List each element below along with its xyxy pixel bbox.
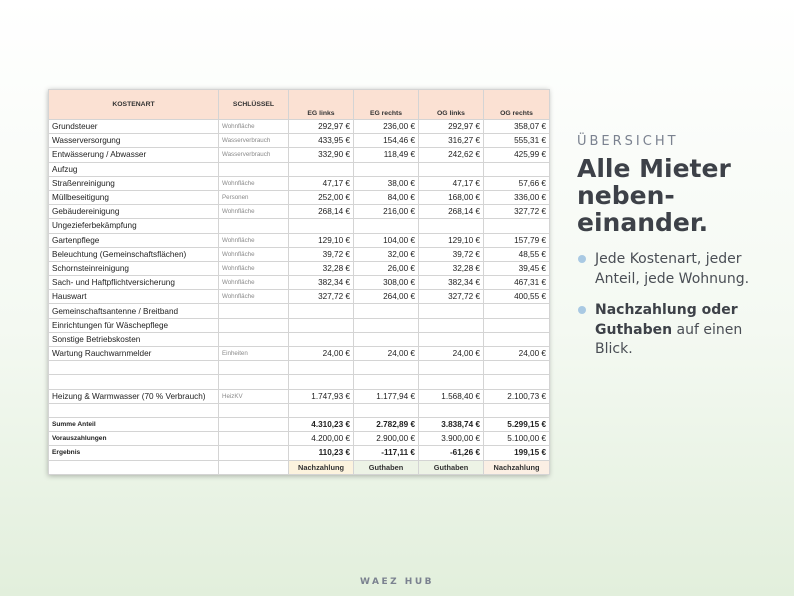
- cell-amount[interactable]: 2.900,00 €: [354, 432, 419, 446]
- cell-amount[interactable]: [354, 162, 419, 176]
- cell-kostenart[interactable]: Sonstige Betriebskosten: [49, 332, 219, 346]
- header-schluessel: SCHLÜSSEL: [219, 90, 289, 120]
- cell-amount[interactable]: [289, 361, 354, 375]
- headline-line: einander.: [577, 208, 709, 237]
- cell-amount[interactable]: 3.838,74 €: [419, 417, 484, 431]
- cell-schluessel[interactable]: Einheiten: [219, 347, 289, 361]
- cell-schluessel[interactable]: Wohnfläche: [219, 290, 289, 304]
- table-row: [49, 318, 550, 332]
- cell-amount[interactable]: [354, 375, 419, 389]
- cell-amount[interactable]: [289, 403, 354, 417]
- header-row: [49, 90, 550, 120]
- table-row: [49, 247, 550, 261]
- status-badge[interactable]: Nachzahlung: [289, 460, 354, 474]
- cell-empty[interactable]: [49, 460, 219, 474]
- cell-amount[interactable]: 199,15 €: [484, 446, 550, 460]
- cell-amount[interactable]: 57,66 €: [484, 176, 550, 190]
- table-row: [49, 233, 550, 247]
- cell-amount[interactable]: [289, 332, 354, 346]
- cell-amount[interactable]: 292,97 €: [289, 120, 354, 134]
- cell-amount[interactable]: 216,00 €: [354, 205, 419, 219]
- cell-amount[interactable]: 47,17 €: [419, 176, 484, 190]
- cell-kostenart[interactable]: Entwässerung / Abwasser: [49, 148, 219, 162]
- cell-amount[interactable]: 3.900,00 €: [419, 432, 484, 446]
- cell-kostenart[interactable]: [49, 375, 219, 389]
- cell-kostenart[interactable]: Gartenpflege: [49, 233, 219, 247]
- cell-amount[interactable]: 157,79 €: [484, 233, 550, 247]
- cell-amount[interactable]: 48,55 €: [484, 247, 550, 261]
- cell-kostenart[interactable]: Wartung Rauchwarnmelder: [49, 347, 219, 361]
- cell-schluessel[interactable]: Personen: [219, 190, 289, 204]
- cell-amount[interactable]: [354, 304, 419, 318]
- cell-amount[interactable]: 5.299,15 €: [484, 417, 550, 431]
- cell-amount[interactable]: 4.200,00 €: [289, 432, 354, 446]
- cell-amount[interactable]: [354, 219, 419, 233]
- table-row: [49, 375, 550, 389]
- cell-amount[interactable]: 332,90 €: [289, 148, 354, 162]
- cell-schluessel[interactable]: [219, 219, 289, 233]
- cell-amount[interactable]: 104,00 €: [354, 233, 419, 247]
- headline-line: Alle Mieter: [577, 154, 731, 183]
- cell-schluessel[interactable]: Wohnfläche: [219, 247, 289, 261]
- cell-amount[interactable]: 24,00 €: [289, 347, 354, 361]
- summary-row: [49, 417, 550, 431]
- cell-amount[interactable]: 358,07 €: [484, 120, 550, 134]
- cell-kostenart[interactable]: Straßenreinigung: [49, 176, 219, 190]
- cell-amount[interactable]: 236,00 €: [354, 120, 419, 134]
- table-row: [49, 403, 550, 417]
- table-row: [49, 290, 550, 304]
- cell-amount[interactable]: [484, 318, 550, 332]
- cell-amount[interactable]: 129,10 €: [289, 233, 354, 247]
- cell-amount[interactable]: 129,10 €: [419, 233, 484, 247]
- summary-row: [49, 432, 550, 446]
- cell-amount[interactable]: [289, 162, 354, 176]
- cell-amount[interactable]: [484, 332, 550, 346]
- cell-schluessel[interactable]: [219, 332, 289, 346]
- cell-amount[interactable]: 38,00 €: [354, 176, 419, 190]
- table-row: [49, 205, 550, 219]
- cell-amount[interactable]: 110,23 €: [289, 446, 354, 460]
- cell-amount[interactable]: 154,46 €: [354, 134, 419, 148]
- cell-amount[interactable]: [289, 219, 354, 233]
- cell-amount[interactable]: [419, 219, 484, 233]
- cell-schluessel[interactable]: [219, 162, 289, 176]
- cell-amount[interactable]: [419, 375, 484, 389]
- bullet-dot-icon: [578, 255, 586, 263]
- header-og-links: OG links: [419, 90, 484, 120]
- table-row: [49, 389, 550, 403]
- cell-amount[interactable]: 400,55 €: [484, 290, 550, 304]
- cell-summary-label[interactable]: Ergebnis: [49, 446, 219, 460]
- cell-amount[interactable]: 433,95 €: [289, 134, 354, 148]
- cell-amount[interactable]: 2.100,73 €: [484, 389, 550, 403]
- cell-amount[interactable]: 292,97 €: [419, 120, 484, 134]
- cell-amount[interactable]: 5.100,00 €: [484, 432, 550, 446]
- cell-kostenart[interactable]: Gebäudereinigung: [49, 205, 219, 219]
- table-row: [49, 276, 550, 290]
- cell-amount[interactable]: 39,45 €: [484, 261, 550, 275]
- cell-amount[interactable]: [419, 403, 484, 417]
- cell-amount[interactable]: 425,99 €: [484, 148, 550, 162]
- cell-amount[interactable]: -61,26 €: [419, 446, 484, 460]
- cell-amount[interactable]: 47,17 €: [289, 176, 354, 190]
- status-row: [49, 460, 550, 474]
- cell-summary-label[interactable]: Vorauszahlungen: [49, 432, 219, 446]
- cell-schluessel[interactable]: Wohnfläche: [219, 261, 289, 275]
- cell-amount[interactable]: [419, 332, 484, 346]
- eyebrow-label: ÜBERSICHT: [577, 134, 679, 149]
- spreadsheet: [48, 89, 549, 475]
- cell-amount[interactable]: 316,27 €: [419, 134, 484, 148]
- table-row: [49, 332, 550, 346]
- cell-kostenart[interactable]: Ungezieferbekämpfung: [49, 219, 219, 233]
- cell-kostenart[interactable]: Gemeinschaftsantenne / Breitband: [49, 304, 219, 318]
- table-row: [49, 347, 550, 361]
- cell-amount[interactable]: 2.782,89 €: [354, 417, 419, 431]
- table-row: [49, 148, 550, 162]
- cell-summary-label[interactable]: Summe Anteil: [49, 417, 219, 431]
- footer-brand: WAEZ HUB: [360, 577, 434, 587]
- cell-schluessel[interactable]: [219, 417, 289, 431]
- cell-amount[interactable]: [354, 318, 419, 332]
- cell-amount[interactable]: [419, 318, 484, 332]
- cell-amount[interactable]: [484, 375, 550, 389]
- cell-amount[interactable]: 118,49 €: [354, 148, 419, 162]
- cell-amount[interactable]: [289, 375, 354, 389]
- cell-kostenart[interactable]: Schornsteinreinigung: [49, 261, 219, 275]
- cell-amount[interactable]: [484, 403, 550, 417]
- cell-amount[interactable]: [484, 162, 550, 176]
- cell-amount[interactable]: [484, 361, 550, 375]
- status-badge[interactable]: Guthaben: [419, 460, 484, 474]
- cell-amount[interactable]: 467,31 €: [484, 276, 550, 290]
- table-row: [49, 176, 550, 190]
- cell-kostenart[interactable]: Sach- und Haftpflichtversicherung: [49, 276, 219, 290]
- summary-row: [49, 446, 550, 460]
- cell-amount[interactable]: 168,00 €: [419, 190, 484, 204]
- bullet-text: Jede Kostenart, jeder Anteil, jede Wohnung.: [595, 251, 750, 287]
- bullet-bold: Nachzahlung oder Guthaben: [595, 302, 738, 338]
- cost-table: [48, 89, 550, 475]
- cell-amount[interactable]: 24,00 €: [419, 347, 484, 361]
- cell-amount[interactable]: [419, 361, 484, 375]
- cell-amount[interactable]: 327,72 €: [484, 205, 550, 219]
- cell-amount[interactable]: [354, 332, 419, 346]
- cell-schluessel[interactable]: [219, 446, 289, 460]
- bullet-text: auf einen Blick.: [595, 321, 743, 357]
- header-kostenart: KOSTENART: [49, 90, 219, 120]
- cell-amount[interactable]: 26,00 €: [354, 261, 419, 275]
- headline: [577, 155, 777, 236]
- cell-kostenart[interactable]: Einrichtungen für Wäschepflege: [49, 318, 219, 332]
- bullet-dot-icon: [578, 306, 586, 314]
- cell-amount[interactable]: 32,28 €: [289, 261, 354, 275]
- cell-schluessel[interactable]: [219, 403, 289, 417]
- cell-schluessel[interactable]: [219, 375, 289, 389]
- header-eg-links: EG links: [289, 90, 354, 120]
- cell-kostenart[interactable]: Aufzug: [49, 162, 219, 176]
- cell-amount[interactable]: 327,72 €: [289, 290, 354, 304]
- info-panel: [577, 134, 777, 372]
- cell-amount[interactable]: 4.310,23 €: [289, 417, 354, 431]
- header-eg-rechts: EG rechts: [354, 90, 419, 120]
- cell-kostenart[interactable]: Heizung & Warmwasser (70 % Verbrauch): [49, 389, 219, 403]
- cell-amount[interactable]: 382,34 €: [419, 276, 484, 290]
- cell-amount[interactable]: 1.568,40 €: [419, 389, 484, 403]
- table-row: [49, 162, 550, 176]
- cell-amount[interactable]: 336,00 €: [484, 190, 550, 204]
- bullet-item: [577, 301, 777, 360]
- cell-schluessel[interactable]: Wohnfläche: [219, 276, 289, 290]
- cell-empty[interactable]: [219, 460, 289, 474]
- cell-amount[interactable]: [354, 403, 419, 417]
- bullet-list: [577, 250, 777, 360]
- cell-schluessel[interactable]: [219, 318, 289, 332]
- cell-amount[interactable]: 39,72 €: [289, 247, 354, 261]
- cell-kostenart[interactable]: Hauswart: [49, 290, 219, 304]
- cell-amount[interactable]: [419, 304, 484, 318]
- table-row: [49, 134, 550, 148]
- cell-kostenart[interactable]: Grundsteuer: [49, 120, 219, 134]
- cell-schluessel[interactable]: [219, 304, 289, 318]
- cell-amount[interactable]: 268,14 €: [289, 205, 354, 219]
- cell-amount[interactable]: 24,00 €: [354, 347, 419, 361]
- cell-amount[interactable]: 264,00 €: [354, 290, 419, 304]
- cell-amount[interactable]: [289, 304, 354, 318]
- cell-amount[interactable]: [484, 304, 550, 318]
- cell-amount[interactable]: 382,34 €: [289, 276, 354, 290]
- cell-amount[interactable]: 268,14 €: [419, 205, 484, 219]
- cell-schluessel[interactable]: [219, 361, 289, 375]
- cell-schluessel[interactable]: Wohnfläche: [219, 205, 289, 219]
- cell-amount[interactable]: 1.177,94 €: [354, 389, 419, 403]
- cell-amount[interactable]: -117,11 €: [354, 446, 419, 460]
- cell-kostenart[interactable]: Beleuchtung (Gemeinschaftsflächen): [49, 247, 219, 261]
- cell-amount[interactable]: 32,28 €: [419, 261, 484, 275]
- cell-schluessel[interactable]: Wasserverbrauch: [219, 134, 289, 148]
- cell-kostenart[interactable]: Müllbeseitigung: [49, 190, 219, 204]
- status-badge[interactable]: Guthaben: [354, 460, 419, 474]
- cell-amount[interactable]: 327,72 €: [419, 290, 484, 304]
- cell-amount[interactable]: 242,62 €: [419, 148, 484, 162]
- cell-amount[interactable]: [419, 162, 484, 176]
- cell-amount[interactable]: 555,31 €: [484, 134, 550, 148]
- cell-amount[interactable]: [484, 219, 550, 233]
- cell-schluessel[interactable]: Wohnfläche: [219, 120, 289, 134]
- cell-amount[interactable]: [289, 318, 354, 332]
- cell-amount[interactable]: 84,00 €: [354, 190, 419, 204]
- table-row: [49, 120, 550, 134]
- cell-amount[interactable]: 24,00 €: [484, 347, 550, 361]
- cell-amount[interactable]: 39,72 €: [419, 247, 484, 261]
- header-og-rechts: OG rechts: [484, 90, 550, 120]
- table-row: [49, 219, 550, 233]
- cell-kostenart[interactable]: Wasserversorgung: [49, 134, 219, 148]
- table-row: [49, 190, 550, 204]
- cell-amount[interactable]: [354, 361, 419, 375]
- cell-amount[interactable]: 1.747,93 €: [289, 389, 354, 403]
- headline-line: neben-: [577, 181, 675, 210]
- status-badge[interactable]: Nachzahlung: [484, 460, 550, 474]
- cell-amount[interactable]: 32,00 €: [354, 247, 419, 261]
- bullet-item: [577, 250, 777, 289]
- cell-schluessel[interactable]: [219, 432, 289, 446]
- cell-amount[interactable]: 308,00 €: [354, 276, 419, 290]
- cell-schluessel[interactable]: Wasserverbrauch: [219, 148, 289, 162]
- table-row: [49, 361, 550, 375]
- table-row: [49, 261, 550, 275]
- cell-kostenart[interactable]: [49, 403, 219, 417]
- table-row: [49, 304, 550, 318]
- cell-schluessel[interactable]: Wohnfläche: [219, 176, 289, 190]
- cell-amount[interactable]: 252,00 €: [289, 190, 354, 204]
- cell-schluessel[interactable]: HeizKV: [219, 389, 289, 403]
- cell-schluessel[interactable]: Wohnfläche: [219, 233, 289, 247]
- cell-kostenart[interactable]: [49, 361, 219, 375]
